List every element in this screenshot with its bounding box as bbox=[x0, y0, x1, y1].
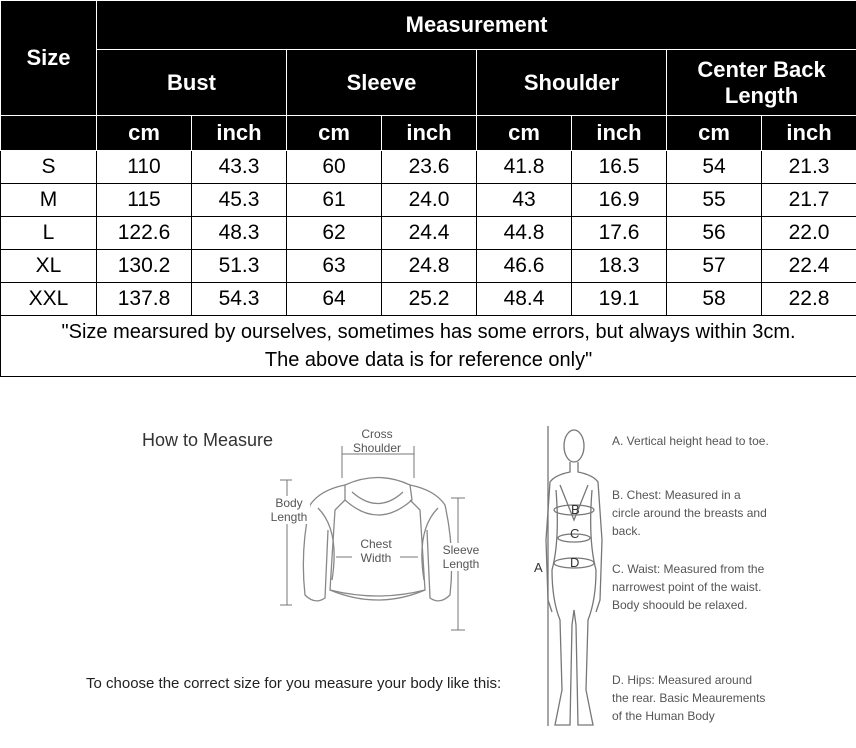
value-cell: 115 bbox=[97, 184, 192, 217]
size-cell: S bbox=[1, 151, 97, 184]
unit-header: inch bbox=[192, 116, 287, 151]
value-cell: 21.3 bbox=[762, 151, 856, 184]
table-row bbox=[1, 250, 856, 283]
table-row bbox=[1, 184, 856, 217]
value-cell: 24.0 bbox=[382, 184, 477, 217]
table-row bbox=[1, 151, 856, 184]
value-cell: 54.3 bbox=[192, 283, 287, 316]
unit-header: inch bbox=[382, 116, 477, 151]
letter-d-label: D bbox=[570, 555, 580, 570]
value-cell: 54 bbox=[667, 151, 762, 184]
letter-c-label: C bbox=[570, 526, 580, 541]
value-cell: 23.6 bbox=[382, 151, 477, 184]
legend-d: D. Hips: Measured around the rear. Basic Meaurements of the Human Body bbox=[612, 673, 766, 723]
value-cell: 62 bbox=[287, 217, 382, 250]
value-cell: 63 bbox=[287, 250, 382, 283]
size-header: Size bbox=[1, 1, 97, 116]
center-back-length-header: Center Back Length bbox=[667, 50, 856, 116]
value-cell: 43 bbox=[477, 184, 572, 217]
size-unit-blank bbox=[1, 116, 97, 151]
unit-header: cm bbox=[97, 116, 192, 151]
sleeve-length-label: Sleeve Length bbox=[438, 543, 484, 571]
note-line-2: The above data is for reference only" bbox=[264, 349, 593, 371]
value-cell: 17.6 bbox=[572, 217, 667, 250]
value-cell: 57 bbox=[667, 250, 762, 283]
value-cell: 41.8 bbox=[477, 151, 572, 184]
value-cell: 110 bbox=[97, 151, 192, 184]
value-cell: 19.1 bbox=[572, 283, 667, 316]
size-cell: M bbox=[1, 184, 97, 217]
unit-header: inch bbox=[762, 116, 856, 151]
legend-a: A. Vertical height head to toe. bbox=[612, 434, 769, 448]
value-cell: 24.4 bbox=[382, 217, 477, 250]
value-cell: 21.7 bbox=[762, 184, 856, 217]
body-length-label: Body Length bbox=[268, 496, 310, 524]
disclaimer-note bbox=[1, 316, 856, 377]
value-cell: 51.3 bbox=[192, 250, 287, 283]
value-cell: 61 bbox=[287, 184, 382, 217]
unit-header: cm bbox=[287, 116, 382, 151]
letter-b-label: B bbox=[571, 502, 580, 517]
table-row bbox=[1, 217, 856, 250]
value-cell: 45.3 bbox=[192, 184, 287, 217]
value-cell: 46.6 bbox=[477, 250, 572, 283]
size-cell: L bbox=[1, 217, 97, 250]
value-cell: 64 bbox=[287, 283, 382, 316]
measurement-header: Measurement bbox=[97, 1, 856, 50]
value-cell: 22.4 bbox=[762, 250, 856, 283]
unit-header: cm bbox=[477, 116, 572, 151]
value-cell: 24.8 bbox=[382, 250, 477, 283]
bust-header: Bust bbox=[97, 50, 287, 116]
value-cell: 22.8 bbox=[762, 283, 856, 316]
cross-shoulder-label: Cross Shoulder bbox=[352, 427, 402, 455]
table-row bbox=[1, 283, 856, 316]
value-cell: 22.0 bbox=[762, 217, 856, 250]
unit-header: cm bbox=[667, 116, 762, 151]
instruction-text: To choose the correct size for you measure your body like this: bbox=[86, 675, 502, 692]
how-to-measure-title: How to Measure bbox=[142, 430, 274, 450]
value-cell: 44.8 bbox=[477, 217, 572, 250]
value-cell: 43.3 bbox=[192, 151, 287, 184]
legend-b: B. Chest: Measured in a circle around the breasts and back. bbox=[612, 488, 767, 538]
value-cell: 130.2 bbox=[97, 250, 192, 283]
unit-header: inch bbox=[572, 116, 667, 151]
value-cell: 56 bbox=[667, 217, 762, 250]
value-cell: 55 bbox=[667, 184, 762, 217]
chest-width-label: Chest Width bbox=[352, 537, 400, 565]
shoulder-header: Shoulder bbox=[477, 50, 667, 116]
value-cell: 48.3 bbox=[192, 217, 287, 250]
value-cell: 18.3 bbox=[572, 250, 667, 283]
value-cell: 60 bbox=[287, 151, 382, 184]
size-cell: XL bbox=[1, 250, 97, 283]
value-cell: 137.8 bbox=[97, 283, 192, 316]
value-cell: 48.4 bbox=[477, 283, 572, 316]
human-body-icon bbox=[546, 426, 602, 726]
sleeve-header: Sleeve bbox=[287, 50, 477, 116]
value-cell: 16.9 bbox=[572, 184, 667, 217]
legend-c: C. Waist: Measured from the narrowest point of the waist. Body shoould be relaxed. bbox=[612, 562, 765, 612]
value-cell: 58 bbox=[667, 283, 762, 316]
letter-a-label: A bbox=[534, 560, 543, 575]
how-to-measure-section bbox=[0, 380, 856, 748]
value-cell: 25.2 bbox=[382, 283, 477, 316]
value-cell: 16.5 bbox=[572, 151, 667, 184]
value-cell: 122.6 bbox=[97, 217, 192, 250]
size-cell: XXL bbox=[1, 283, 97, 316]
note-line-1: "Size mearsured by ourselves, sometimes has some errors, but always within 3cm. bbox=[61, 321, 796, 343]
